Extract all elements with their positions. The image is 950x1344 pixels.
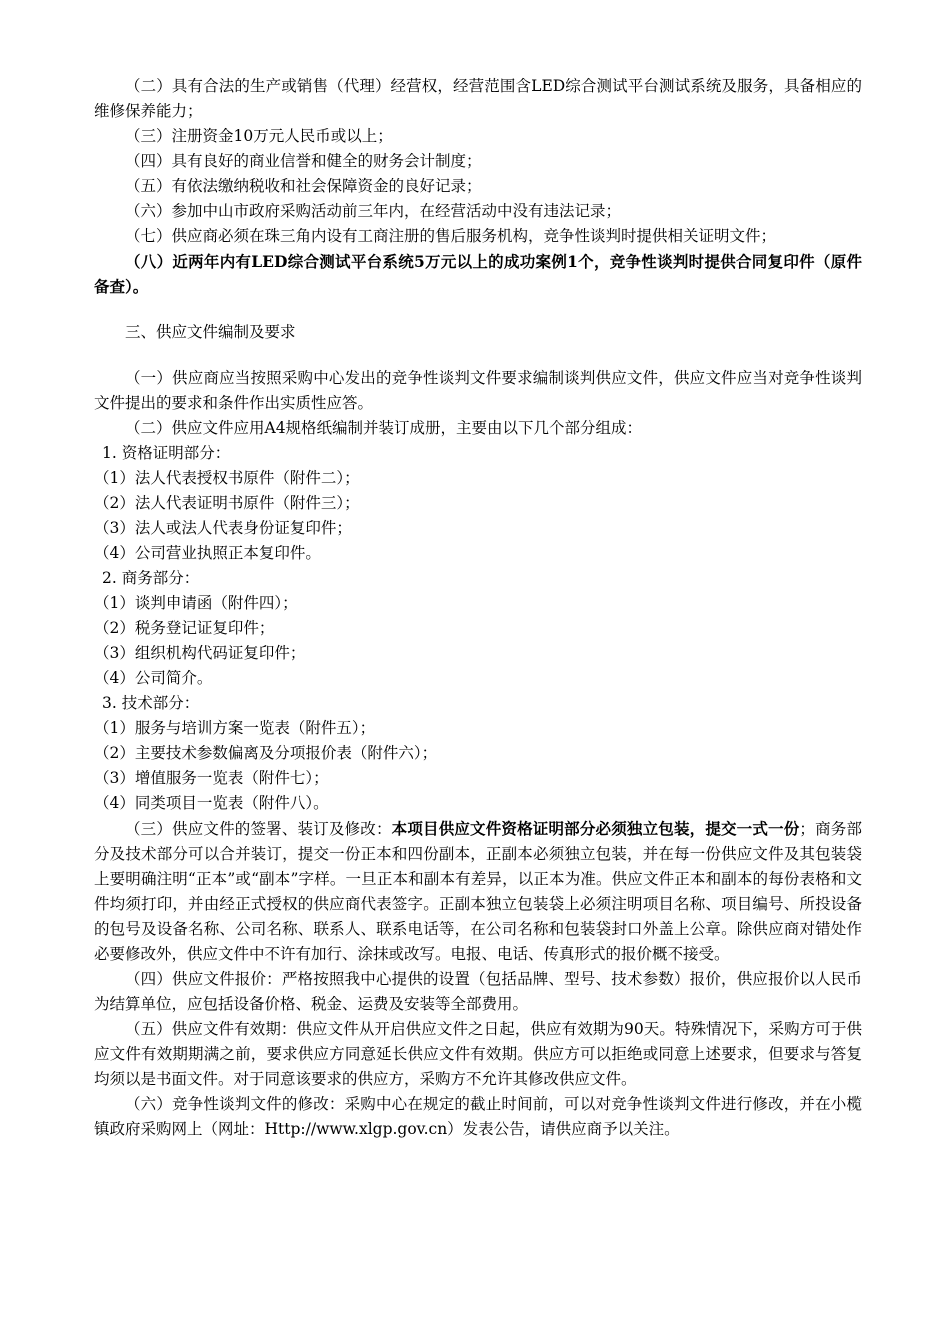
document-body: [94, 74, 862, 1142]
requirement-6: （六）竞争性谈判文件的修改：采购中心在规定的截止时间前，可以对竞争性谈判文件进行修改，并在小榄镇政府采购网上（网址：Http://www.xlgp.gov.cn）发表公告，请供应商予以关注。: [94, 1095, 862, 1138]
qualification-item-6: （六）参加中山市政府采购活动前三年内，在经营活动中没有违法记录；: [125, 202, 622, 220]
part-3-item: （3）增值服务一览表（附件七）；: [94, 769, 329, 787]
part-1-item: （1）法人代表授权书原件（附件二）；: [94, 469, 360, 487]
part-3-item: （2）主要技术参数偏离及分项报价表（附件六）；: [94, 744, 438, 762]
part-2-title: 2. 商务部分：: [102, 569, 200, 587]
requirement-3-emphasis: 本项目供应文件资格证明部分必须独立包装，提交一式一份: [391, 819, 800, 838]
part-1-item: （2）法人代表证明书原件（附件三）；: [94, 494, 360, 512]
part-1-item: （3）法人或法人代表身份证复印件；: [94, 519, 352, 537]
requirement-3-rest: ；商务部分及技术部分可以合并装订，提交一份正本和四份副本，正副本必须独立包装，并在每一份供应文件及其包装袋上要明确注明“正本”或“副本”字样。一旦正本和副本有差异，以正本为准。供应文件正本和副本的每份表格和文件均须打印，并由经正式授权的供应商代表签字。正副本独立包装袋上必须注明项目名称、项目编号、所投设备的包号及设备名称、公司名称、联系人、联系电话等，在公司名称和包装袋封口外盖上公章。除供应商对错处作必要修改外，供应文件中不许有加行、涂抹或改写。电报、电话、传真形式的报价概不接受。: [94, 820, 862, 963]
part-2-item: （4）公司简介。: [94, 669, 213, 687]
part-2-item: （2）税务登记证复印件；: [94, 619, 275, 637]
part-3-item: （4）同类项目一览表（附件八）。: [94, 794, 329, 812]
part-1-item: （4）公司营业执照正本复印件。: [94, 544, 321, 562]
requirement-3: [94, 816, 862, 967]
requirement-2: （二）供应文件应用A4规格纸编制并装订成册，主要由以下几个部分组成：: [125, 419, 643, 437]
requirement-3-lead: （三）供应文件的签署、装订及修改：: [125, 820, 392, 838]
qualification-item-8: （八）近两年内有LED综合测试平台系统5万元以上的成功案例1个，竞争性谈判时提供合同复印件（原件备查）。: [94, 252, 862, 296]
requirement-4: （四）供应文件报价：严格按照我中心提供的设置（包括品牌、型号、技术参数）报价，供应报价以人民币为结算单位，应包括设备价格、税金、运费及安装等全部费用。: [94, 970, 862, 1013]
requirement-1: （一）供应商应当按照采购中心发出的竞争性谈判文件要求编制谈判供应文件，供应文件应当对竞争性谈判文件提出的要求和条件作出实质性应答。: [94, 369, 862, 412]
requirement-5: （五）供应文件有效期：供应文件从开启供应文件之日起，供应有效期为90天。特殊情况下，采购方可于供应文件有效期期满之前，要求供应方同意延长供应文件有效期。供应方可以拒绝或同意上述要求，但要求与答复均须以是书面文件。对于同意该要求的供应方，采购方不允许其修改供应文件。: [94, 1020, 862, 1088]
qualification-item-5: （五）有依法缴纳税收和社会保障资金的良好记录；: [125, 177, 482, 195]
qualification-item-2: （二）具有合法的生产或销售（代理）经营权，经营范围含LED综合测试平台测试系统及服务，具备相应的维修保养能力；: [94, 77, 862, 120]
qualification-item-7: （七）供应商必须在珠三角内设有工商注册的售后服务机构，竞争性谈判时提供相关证明文件；: [125, 227, 777, 245]
section-3-heading: 三、供应文件编制及要求: [125, 323, 296, 341]
qualification-item-3: （三）注册资金10万元人民币或以上；: [125, 127, 393, 145]
part-1-title: 1. 资格证明部分：: [102, 444, 231, 462]
part-3-title: 3. 技术部分：: [102, 694, 200, 712]
qualification-item-4: （四）具有良好的商业信誉和健全的财务会计制度；: [125, 152, 482, 170]
part-3-item: （1）服务与培训方案一览表（附件五）；: [94, 719, 376, 737]
part-2-item: （1）谈判申请函（附件四）；: [94, 594, 298, 612]
part-2-item: （3）组织机构代码证复印件；: [94, 644, 306, 662]
